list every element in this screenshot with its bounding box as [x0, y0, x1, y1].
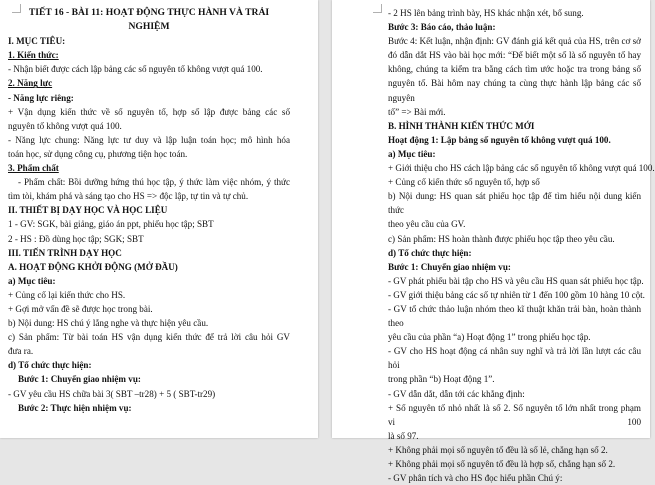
- margin-corner-mark: [373, 4, 382, 13]
- text-line: nguyên tố không vượt quá 100.: [8, 120, 122, 131]
- text-line: + Vận dụng kiến thức về số nguyên tố, hợp số lập được bảng các số: [8, 106, 290, 117]
- text-line: b) Nội dung: HS chú ý lắng nghe và thực hiện yêu cầu.: [8, 318, 209, 329]
- text-line: theo yêu cầu của GV.: [388, 219, 466, 230]
- text-line: không, chúng ta kiểm tra bằng cách tìm ước hoặc tra trong bảng số: [388, 64, 641, 75]
- text-line: Bước 1: Chuyển giao nhiệm vụ:: [18, 374, 141, 385]
- text-line: NGHIỆM: [128, 21, 170, 33]
- text-line: đó dẫn dắt HS vào bài học mới: “Để biết một số là số nguyên tố hay: [388, 50, 641, 61]
- text-line: - Nhận biết được cách lập bảng các số nguyên tố không vượt quá 100.: [8, 64, 263, 75]
- text-line: đưa ra.: [8, 346, 34, 357]
- text-line: a) Mục tiêu:: [388, 148, 436, 159]
- text-line: I. MỤC TIÊU:: [8, 36, 66, 47]
- text-line: - GV yêu cầu HS chữa bài 3( SBT –tr28) + 5 ( SBT-tr29): [8, 388, 216, 399]
- text-line: - GV tổ chức thảo luận nhóm theo kĩ thuật khăn trải bàn, hoàn thành theo: [388, 303, 641, 329]
- text-line: Bước 3: Báo cáo, thảo luận:: [388, 22, 496, 33]
- text-line: - GV phát phiếu bài tập cho HS và yêu cầu HS quan sát phiếu học tập.: [388, 275, 644, 286]
- text-line: - GV dẫn dắt, dẫn tới các khẳng định:: [388, 388, 525, 399]
- text-line: Hoạt động 1: Lập bảng số nguyên tố không vượt quá 100.: [388, 134, 611, 145]
- text-line: yêu cầu của phần “a) Hoạt động 1” trong phiếu học tập.: [388, 332, 591, 343]
- text-line: - GV phân tích và cho HS đọc hiểu phần Chú ý:: [388, 473, 563, 484]
- document-page-right: [332, 0, 655, 484]
- text-line: 1 - GV: SGK, bài giảng, giáo án ppt, phiếu học tập; SBT: [8, 219, 214, 230]
- text-line: 2. Năng lực: [8, 78, 53, 89]
- text-line: + Không phải mọi số nguyên tố đều là số lẻ, chẳng hạn số 2.: [388, 444, 608, 455]
- text-line: II. THIẾT BỊ DẠY HỌC VÀ HỌC LIỆU: [8, 205, 168, 216]
- text-line: - Phẩm chất: Bồi dưỡng hứng thú học tập, ý thức làm việc nhóm, ý thức: [18, 177, 290, 188]
- text-line: nguyên tố. Bài hôm nay chúng ta cùng thực hành lập bảng các số nguyên: [388, 78, 641, 103]
- text-line: Bước 1: Chuyển giao nhiệm vụ:: [388, 261, 511, 272]
- text-line: TIẾT 16 - BÀI 11: HOẠT ĐỘNG THỰC HÀNH VÀ TRẢI: [28, 7, 270, 18]
- text-line: + Củng cố kiến thức số nguyên tố, hợp số: [388, 177, 540, 188]
- text-line: + Giới thiệu cho HS cách lập bảng các số nguyên tố không vượt quá 100.: [388, 163, 655, 174]
- text-line: - Năng lực chung: Năng lực tư duy và lập luận toán học; mô hình hóa: [8, 134, 290, 145]
- text-line: 1. Kiến thức:: [8, 50, 59, 61]
- text-line: + Củng cố lại kiến thức cho HS.: [8, 289, 126, 300]
- text-line: - GV giới thiệu bảng các số tự nhiên từ 1 đến 100 gồm 10 hàng 10 cột.: [388, 289, 645, 300]
- text-line: toán học, sử dụng công cụ, phương tiện học toán.: [8, 148, 188, 159]
- text-line: - 2 HS lên bảng trình bày, HS khác nhận xét, bổ sung.: [388, 8, 584, 18]
- text-line: là số 97.: [388, 430, 419, 441]
- text-line: d) Tổ chức thực hiện:: [388, 247, 472, 258]
- text-line: - GV cho HS hoạt động cá nhân suy nghĩ và trả lời lần lượt các câu hỏi: [388, 346, 641, 371]
- text-line: tố” => Bài mới.: [388, 106, 446, 117]
- text-line: + Không phải mọi số nguyên tố đều là hợp số, chẳng hạn số 2.: [388, 459, 616, 469]
- page-right-text-column: [388, 6, 655, 485]
- text-line: trong phần “b) Hoạt động 1”.: [388, 374, 495, 385]
- text-line: c) Sản phẩm: Từ bài toán HS vận dụng kiến thức để trả lời câu hỏi GV: [8, 332, 290, 343]
- page-left-text-column: [8, 6, 290, 415]
- text-line: 3. Phẩm chất: [8, 163, 59, 174]
- text-line: B. HÌNH THÀNH KIẾN THỨC MỚI: [388, 120, 535, 131]
- text-line: - Năng lực riêng:: [8, 92, 74, 103]
- text-line: d) Tổ chức thực hiện:: [8, 360, 92, 371]
- text-line: Bước 4: Kết luận, nhận định: GV đánh giá kết quả của HS, trên cơ sở: [388, 36, 641, 47]
- text-line: + Gợi mở vấn đề sẽ được học trong bài.: [8, 303, 153, 314]
- text-line: c) Sản phẩm: HS hoàn thành được phiếu học tập theo yêu cầu.: [388, 233, 615, 244]
- text-line: a) Mục tiêu:: [8, 275, 56, 286]
- text-line: + Số nguyên tố nhỏ nhất là số 2. Số nguyên tố lớn nhất trong phạm vi 100: [388, 402, 641, 427]
- text-line: tìm tòi, khám phá và sáng tạo cho HS => độc lập, tự tin và tự chủ.: [8, 191, 249, 202]
- text-line: 2 - HS : Đồ dùng học tập; SGK; SBT: [8, 233, 144, 244]
- document-page-left: [0, 0, 318, 438]
- text-line: A. HOẠT ĐỘNG KHỞI ĐỘNG (MỞ ĐẦU): [8, 261, 178, 272]
- text-line: III. TIẾN TRÌNH DẠY HỌC: [8, 247, 122, 258]
- text-line: Bước 2: Thực hiện nhiệm vụ:: [18, 402, 132, 413]
- text-line: b) Nội dung: HS quan sát phiếu học tập để tìm hiểu nội dung kiến thức: [388, 191, 641, 216]
